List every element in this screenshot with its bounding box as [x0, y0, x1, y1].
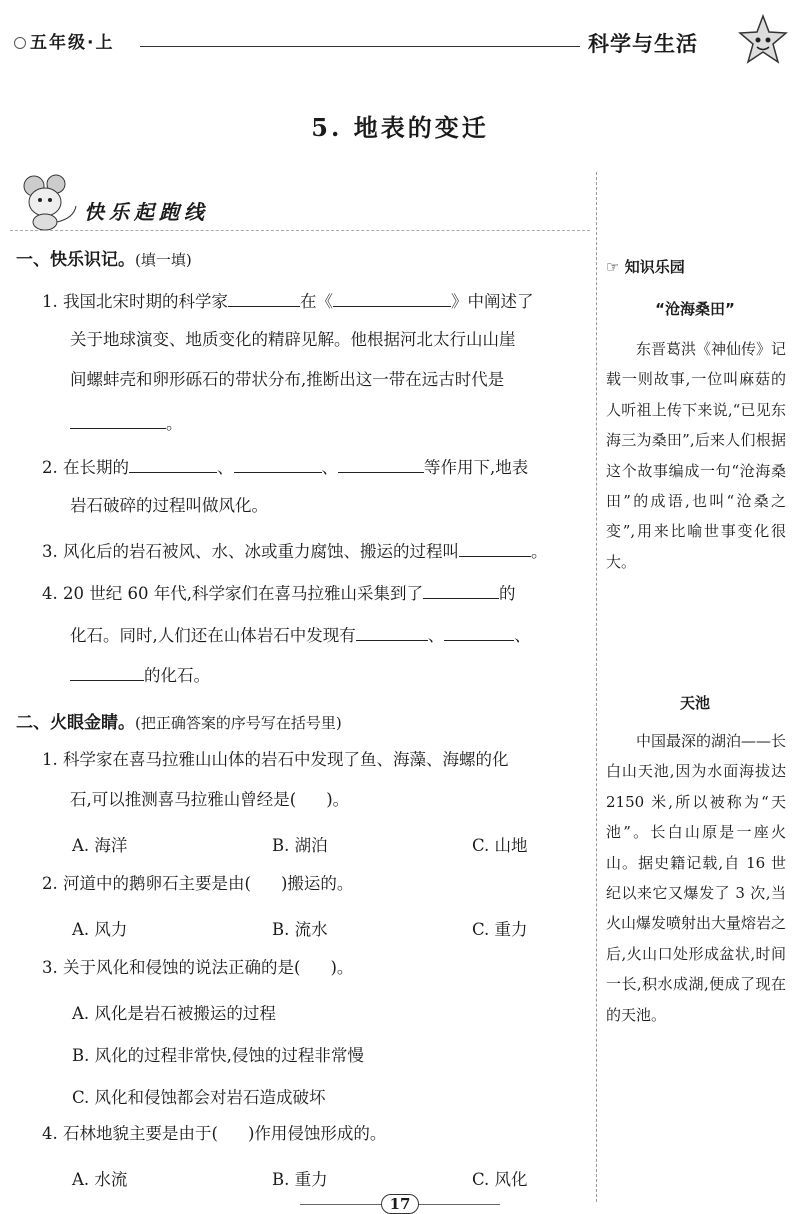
- answer-blank[interactable]: [70, 412, 166, 429]
- pointing-hand-icon: ☞: [606, 258, 620, 276]
- answer-blank[interactable]: [444, 624, 514, 641]
- s2-q2: 2. 河道中的鹅卵石主要是由( )搬运的。: [42, 874, 354, 893]
- s1-q1-line3: 间螺蚌壳和卵形砾石的带状分布,推断出这一带在远古时代是: [70, 370, 505, 389]
- s1-q3: 3. 风化后的岩石被风、水、冰或重力腐蚀、搬运的过程叫 。: [42, 542, 548, 561]
- s2-q2-option-b: B. 流水: [272, 920, 328, 939]
- banner-rule: [10, 230, 590, 231]
- s1-q4-line3: 的化石。: [70, 664, 210, 686]
- answer-blank[interactable]: [234, 456, 322, 473]
- column-divider: [596, 172, 597, 1202]
- s2-q3-option-b: B. 风化的过程非常快,侵蚀的过程非常慢: [72, 1046, 364, 1065]
- story1-title: “沧海桑田”: [655, 300, 735, 318]
- s2-q4-option-a: A. 水流: [72, 1170, 128, 1189]
- answer-blank[interactable]: [338, 456, 424, 473]
- s2-q1-line2: 石,可以推测喜马拉雅山曾经是( )。: [70, 790, 350, 809]
- answer-blank[interactable]: [70, 664, 144, 681]
- section2-heading: 二、火眼金睛。(把正确答案的序号写在括号里): [16, 713, 342, 733]
- s2-q1-option-c: C. 山地: [472, 836, 528, 855]
- s1-q2-line1: 2. 在长期的 、 、 等作用下,地表: [42, 458, 529, 477]
- s2-q1-line1: 1. 科学家在喜马拉雅山山体的岩石中发现了鱼、海藻、海螺的化: [42, 750, 509, 769]
- page-title: 5. 地表的变迁: [311, 113, 489, 142]
- s1-q4-line1: 4. 20 世纪 60 年代,科学家们在喜马拉雅山采集到了 的: [42, 584, 516, 603]
- s1-q4-line2: 化石。同时,人们还在山体岩石中发现有 、 、: [70, 626, 531, 645]
- story2-title: 天池: [679, 694, 710, 712]
- page-number: 17: [0, 1194, 800, 1214]
- s1-q1-line1: 1. 我国北宋时期的科学家 在《 》中阐述了: [42, 292, 534, 311]
- answer-blank[interactable]: [129, 456, 217, 473]
- answer-blank[interactable]: [228, 290, 300, 307]
- s2-q1-option-b: B. 湖泊: [272, 836, 328, 855]
- s1-q2-line2: 岩石破碎的过程叫做风化。: [70, 496, 268, 515]
- s2-q4-option-b: B. 重力: [272, 1170, 328, 1189]
- story2-text: 中国最深的湖泊——长白山天池,因为水面海拔达 2150 米,所以被称为“天池”。长白山原是一座火山。据史籍记载,自 16 世纪以来它又爆发了 3 次,当火山爆发喷射出大量熔岩之后,火山口处形成盆状,时间一长,积水成湖,便成了现在的天池。: [606, 732, 787, 1024]
- s2-q4: 4. 石林地貌主要是由于( )作用侵蚀形成的。: [42, 1124, 387, 1143]
- section-banner: 快乐起跑线: [84, 200, 209, 224]
- answer-blank[interactable]: [423, 582, 499, 599]
- s2-q3-option-a: A. 风化是岩石被搬运的过程: [72, 1004, 276, 1023]
- series-title: 科学与生活: [588, 32, 698, 56]
- s2-q3-option-c: C. 风化和侵蚀都会对岩石造成破坏: [72, 1088, 326, 1107]
- s2-q4-option-c: C. 风化: [472, 1170, 528, 1189]
- s2-q2-option-c: C. 重力: [472, 920, 528, 939]
- s2-q1-option-a: A. 海洋: [72, 836, 128, 855]
- mouse-mascot-icon: [18, 172, 82, 232]
- header-ornament-icon: [14, 37, 26, 49]
- story1-text: 东晋葛洪《神仙传》记载一则故事,一位叫麻菇的人听祖上传下来说,“已见东海三为桑田”,后来人们根据这个故事编成一句“沧海桑田”的成语,也叫“沧桑之变”,用来比喻世事变化很大。: [606, 340, 787, 571]
- grade-label: 五年级·上: [14, 28, 114, 53]
- sidebar-heading: ☞ 知识乐园: [606, 258, 685, 276]
- s1-q1-line2: 关于地球演变、地质变化的精辟见解。他根据河北太行山山崖: [70, 330, 516, 349]
- answer-blank[interactable]: [356, 624, 428, 641]
- s2-q3: 3. 关于风化和侵蚀的说法正确的是( )。: [42, 958, 354, 977]
- section1-heading: 一、快乐识记。(填一填): [16, 250, 192, 270]
- star-mascot-icon: [738, 14, 788, 70]
- s2-q2-option-a: A. 风力: [72, 920, 128, 939]
- s1-q1-line4: 。: [70, 412, 183, 434]
- answer-blank[interactable]: [333, 290, 451, 307]
- answer-blank[interactable]: [459, 540, 531, 557]
- header-rule: [140, 46, 580, 47]
